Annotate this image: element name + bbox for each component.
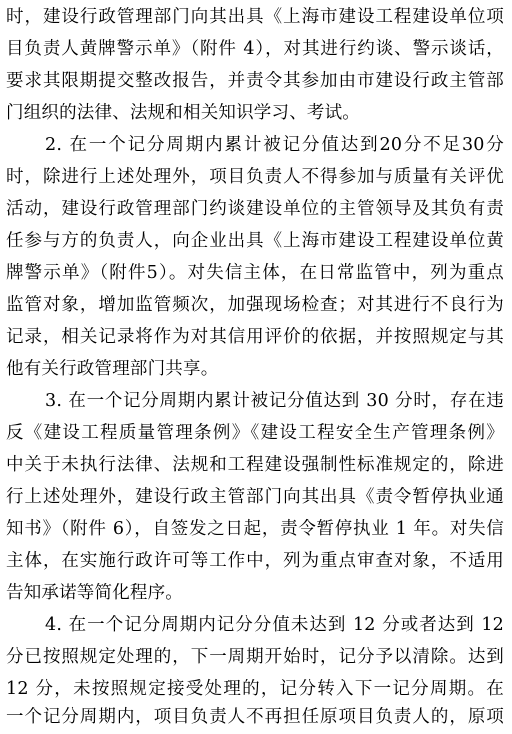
text-line: 牌警示单》（附件5）。对失信主体，在日常监管中，列为重点: [6, 263, 504, 283]
text-line: 知书》（附件 6），自签发之日起，责令暂停执业 1 年。对失信: [6, 519, 504, 539]
text-line: 分已按照规定处理的，下一周期开始时，记分予以清除。达到: [6, 647, 504, 667]
text-line: 任参与方的负责人，向企业出具《上海市建设工程建设单位黄: [6, 231, 504, 251]
text-line: 门组织的法律、法规和相关知识学习、考试。: [6, 103, 360, 123]
text-line: 主体，在实施行政许可等工作中，列为重点审查对象，不适用: [6, 551, 504, 571]
text-line: 监管对象，增加监管频次，加强现场检查；对其进行不良行为: [6, 295, 504, 315]
paragraph-3-first-line: 3. 在一个记分周期内累计被记分值达到 30 分时，存在违: [45, 391, 504, 411]
text-line: 要求其限期提交整改报告，并责令其参加由市建设行政主管部: [6, 71, 504, 91]
paragraph-2-first-line: 2. 在一个记分周期内累计被记分值达到20分不足30分: [45, 135, 504, 155]
text-line: 他有关行政管理部门共享。: [6, 359, 219, 379]
paragraph-4-first-line: 4. 在一个记分周期内记分分值未达到 12 分或者达到 12: [45, 615, 504, 635]
text-line: 时，建设行政管理部门向其出具《上海市建设工程建设单位项: [6, 7, 504, 27]
text-line: 中关于未执行法律、法规和工程建设强制性标准规定的，除进: [6, 455, 504, 475]
text-line: 告知承诺等简化程序。: [6, 583, 183, 603]
text-line: 记录，相关记录将作为对其信用评价的依据，并按照规定与其: [6, 327, 504, 347]
text-line: 12 分，未按照规定接受处理的，记分转入下一记分周期。在: [6, 679, 504, 699]
text-line: 行上述处理外，建设行政主管部门向其出具《责令暂停执业通: [6, 487, 504, 507]
text-line: 时，除进行上述处理外，项目负责人不得参加与质量有关评优: [6, 167, 504, 187]
text-line: 反《建设工程质量管理条例》《建设工程安全生产管理条例》: [6, 423, 504, 443]
text-line: 一个记分周期内，项目负责人不再担任原项目负责人的，原项: [6, 707, 504, 727]
text-line: 目负责人黄牌警示单》（附件 4），对其进行约谈、警示谈话，: [6, 39, 504, 59]
text-line: 活动，建设行政管理部门约谈建设单位的主管领导及其负有责: [6, 199, 504, 219]
